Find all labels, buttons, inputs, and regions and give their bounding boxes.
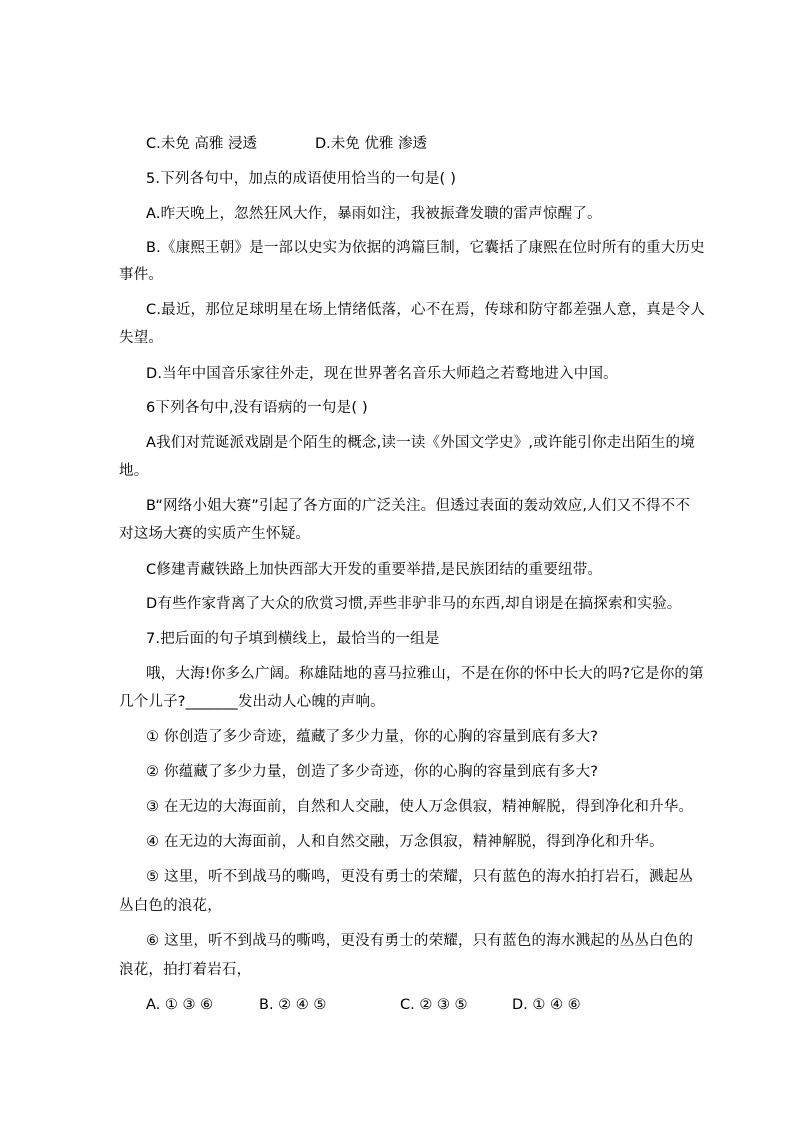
q7-passage-line2: 几个儿子?_______发出动人心魄的声响。 <box>119 694 385 710</box>
q7-passage-line1: 哦，大海!你多么广阔。称雄陆地的喜马拉雅山，不是在你的怀中长大的吗?它是你的第 <box>146 666 704 682</box>
q7-item-5-line1: ⑤ 这里，听不到战马的嘶鸣，更没有勇士的荣耀，只有蓝色的海水拍打岩石，溅起丛 <box>146 869 694 885</box>
q5-option-c-line1: C.最近，那位足球明星在场上情绪低落，心不在焉，传球和防守都差强人意，真是令人 <box>146 302 706 318</box>
q4-option-c: C.未免 高雅 浸透 <box>146 136 257 152</box>
q5-option-b-line1: B.《康熙王朝》是一部以史实为依据的鸿篇巨制，它囊括了康熙在位时所有的重大历史 <box>146 240 705 256</box>
q7-option-c: C. ② ③ ⑤ <box>400 997 468 1013</box>
q6-option-b-line1: B“网络小姐大赛”引起了各方面的广泛关注。但透过表面的轰动效应,人们又不得不不 <box>146 498 691 514</box>
q6-option-a-line1: A我们对荒诞派戏剧是个陌生的概念,读一读《外国文学史》,或许能引你走出陌生的境 <box>146 435 695 451</box>
q7-item-6-line2: 浪花，拍打着岩石， <box>119 962 252 978</box>
q7-item-6-line1: ⑥ 这里，听不到战马的嘶鸣，更没有勇士的荣耀，只有蓝色的海水溅起的丛丛白色的 <box>146 933 694 949</box>
q6-stem: 6下列各句中,没有语病的一句是( ) <box>146 400 368 416</box>
q5-stem: 5.下列各句中，加点的成语使用恰当的一句是( ) <box>146 171 457 187</box>
q5-option-d: D.当年中国音乐家往外走，现在世界著名音乐大师趋之若鹜地进入中国。 <box>146 366 618 382</box>
q5-option-b-line2: 事件。 <box>119 267 164 283</box>
q6-option-c: C修建青藏铁路上加快西部大开发的重要举措,是民族团结的重要纽带。 <box>146 562 603 578</box>
q6-option-b-line2: 对这场大赛的实质产生怀疑。 <box>119 526 311 542</box>
q7-item-3: ③ 在无边的大海面前，自然和人交融，使人万念俱寂，精神解脱，得到净化和升华。 <box>146 799 694 815</box>
q6-option-d: D有些作家背离了大众的欣赏习惯,弄些非驴非马的东西,却自诩是在搞探索和实验。 <box>146 596 682 612</box>
q5-option-a: A.昨天晚上，忽然狂风大作，暴雨如注，我被振聋发聩的雷声惊醒了。 <box>146 206 602 222</box>
q7-item-5-line2: 丛白色的浪花， <box>119 898 222 914</box>
q7-item-2: ② 你蕴藏了多少力量，创造了多少奇迹，你的心胸的容量到底有多大? <box>146 764 599 780</box>
q7-option-a: A. ① ③ ⑥ <box>146 997 214 1013</box>
q7-option-d: D. ① ④ ⑥ <box>512 997 581 1013</box>
q7-stem: 7.把后面的句子填到横线上，最恰当的一组是 <box>146 631 440 647</box>
q4-option-d: D.未免 优雅 渗透 <box>315 136 427 152</box>
q6-option-a-line2: 地。 <box>119 463 149 479</box>
q7-option-b: B. ② ④ ⑤ <box>259 997 327 1013</box>
q5-option-c-line2: 失望。 <box>119 330 164 346</box>
q7-item-1: ① 你创造了多少奇迹，蕴藏了多少力量，你的心胸的容量到底有多大? <box>146 729 599 745</box>
q7-item-4: ④ 在无边的大海面前，人和自然交融，万念俱寂，精神解脱，得到净化和升华。 <box>146 834 664 850</box>
